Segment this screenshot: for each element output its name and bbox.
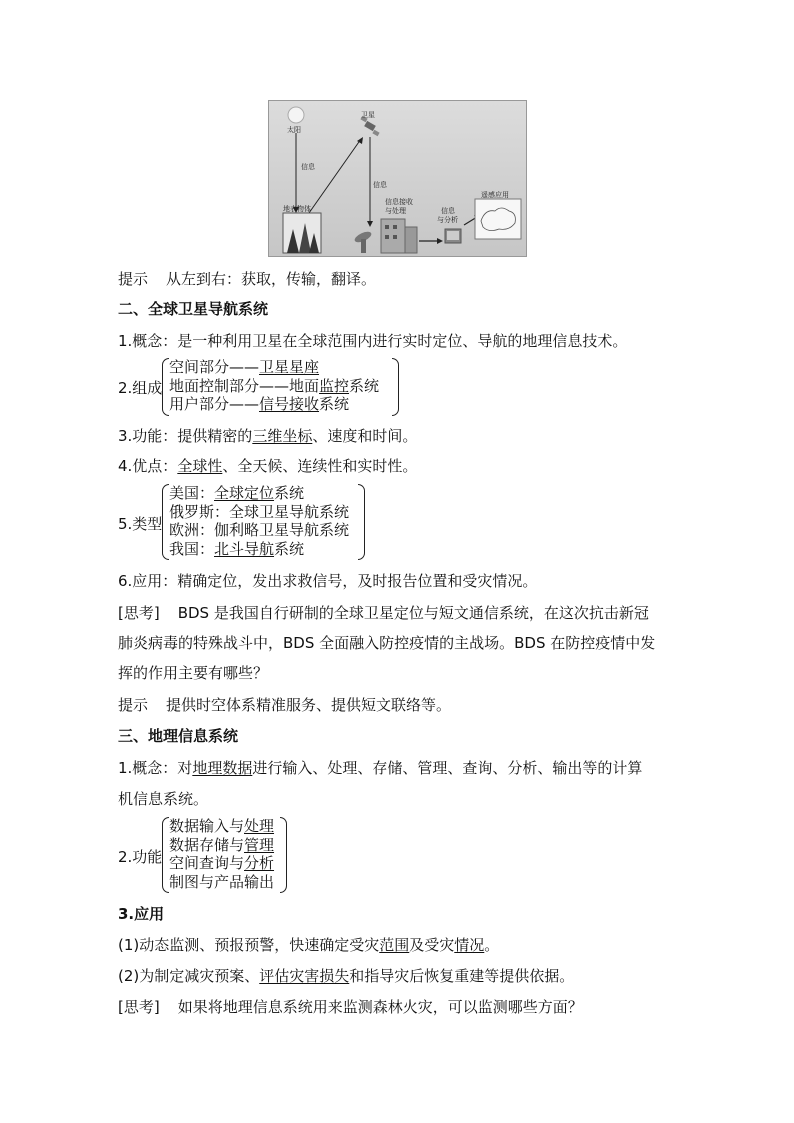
process-label: 与处理 xyxy=(385,207,406,215)
remote-sensing-figure xyxy=(268,100,527,257)
gis-function-item: 制图与产品输出 xyxy=(169,872,275,891)
gis-function-item: 空间查询与分析 xyxy=(169,854,275,872)
gis-app-heading: 3.应用 xyxy=(118,905,165,923)
type-item: 美国：全球定位系统 xyxy=(169,484,305,502)
receive-label: 信息接收 xyxy=(385,198,413,206)
gis-function-label: 2.功能 xyxy=(118,848,163,866)
remote-sensing-app-label: 遥感应用 xyxy=(481,191,509,199)
gis-concept-line-2: 机信息系统。 xyxy=(118,790,209,808)
types-left-brace xyxy=(162,484,169,560)
think-2: [思考] 如果将地理信息系统用来监测森林火灾，可以监测哪些方面？ xyxy=(118,998,583,1016)
gis-app-1: (1)动态监测、预报预警，快速确定受灾范围及受灾情况。 xyxy=(118,936,500,954)
section-3-heading: 三、地理信息系统 xyxy=(118,727,239,745)
gnss-function: 3.功能：提供精密的三维坐标、速度和时间。 xyxy=(118,427,418,445)
sun-icon xyxy=(288,107,304,123)
gis-app-2: (2)为制定减灾预案、评估灾害损失和指导灾后恢复重建等提供依据。 xyxy=(118,967,575,985)
processing-building-icon xyxy=(381,219,417,253)
reflect-arrow xyxy=(309,139,361,213)
think-1-line-1: [思考] BDS 是我国自行研制的全球卫星定位与短文通信系统，在这次抗击新冠 xyxy=(118,604,649,622)
receiving-dish-icon xyxy=(353,230,373,253)
analysis-label-2: 与分析 xyxy=(437,216,458,224)
gis-concept-line-1: 1.概念：对地理数据进行输入、处理、存储、管理、查询、分析、输出等的计算 xyxy=(118,759,643,777)
hint-label: 提示 xyxy=(118,270,149,288)
section-2-heading: 二、全球卫星导航系统 xyxy=(118,300,269,318)
gis-function-item: 数据存储与管理 xyxy=(169,835,275,854)
hint-text: 从左到右：获取，传输，翻译。 xyxy=(166,270,377,288)
composition-left-brace xyxy=(162,358,169,416)
gis-function-right-brace xyxy=(280,817,287,893)
gis-function-left-brace xyxy=(162,817,169,893)
hint-1 xyxy=(118,270,376,288)
hint-2: 提示 提供时空体系精准服务、提供短文联络等。 xyxy=(118,696,452,714)
gis-function-item: 数据输入与处理 xyxy=(169,817,275,835)
remote-sensing-diagram xyxy=(269,101,526,256)
info-label-1: 信息 xyxy=(301,163,315,171)
composition-right-brace xyxy=(392,358,399,416)
info-label-2: 信息 xyxy=(373,181,387,189)
analysis-label-1: 信息 xyxy=(441,207,455,215)
types-label: 5.类型 xyxy=(118,515,163,533)
composition-item: 用户部分——信号接收系统 xyxy=(169,395,350,413)
types-right-brace xyxy=(358,484,365,560)
gis-function-list xyxy=(169,817,274,891)
analysis-computer-icon xyxy=(445,229,461,243)
think-1-line-2: 肺炎病毒的特殊战斗中，BDS 全面融入防控疫情的主战场。BDS 在防控疫情中发 xyxy=(118,634,656,652)
composition-list xyxy=(169,358,379,414)
composition-item: 空间部分——卫星星座 xyxy=(169,358,320,376)
type-item: 欧洲：伽利略卫星导航系统 xyxy=(169,521,350,539)
ground-object-label: 地表物体 xyxy=(283,205,311,213)
gnss-application: 6.应用：精确定位，发出求救信号，及时报告位置和受灾情况。 xyxy=(118,572,538,590)
think-1-line-3: 挥的作用主要有哪些？ xyxy=(118,664,269,682)
composition-item: 地面控制部分——地面监控系统 xyxy=(169,376,380,395)
composition-label: 2.组成 xyxy=(118,379,163,397)
types-list xyxy=(169,484,349,558)
type-item: 俄罗斯：全球卫星导航系统 xyxy=(169,502,350,521)
satellite-label: 卫星 xyxy=(361,111,375,119)
gnss-advantage: 4.优点：全球性、全天候、连续性和实时性。 xyxy=(118,457,418,475)
type-item: 我国：北斗导航系统 xyxy=(169,539,305,558)
sun-label: 太阳 xyxy=(287,126,301,134)
gnss-concept: 1.概念：是一种利用卫星在全球范围内进行实时定位、导航的地理信息技术。 xyxy=(118,332,628,350)
